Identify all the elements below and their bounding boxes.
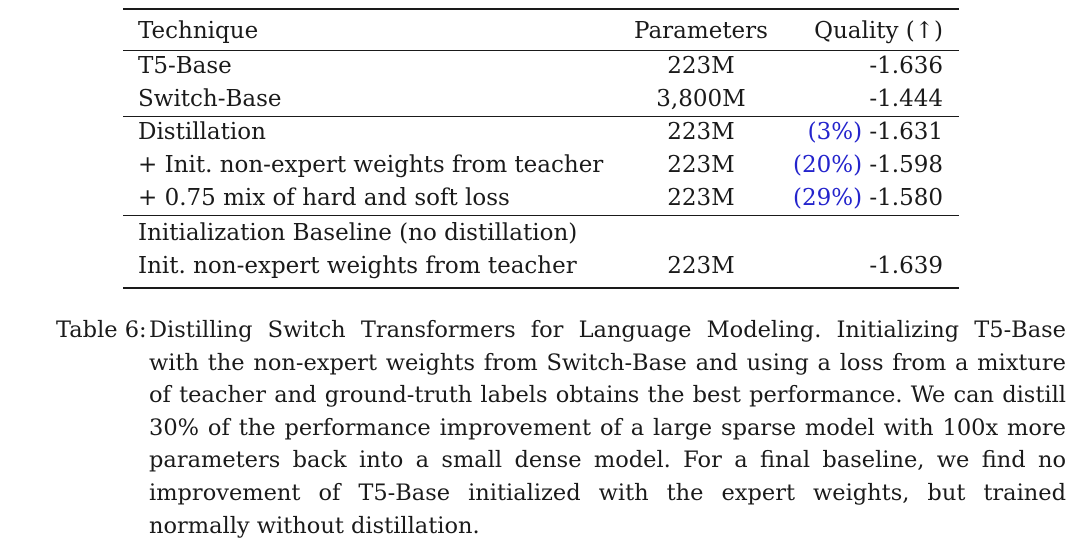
header-quality: Quality (↑)	[814, 18, 943, 44]
table-row	[123, 250, 959, 283]
header-parameters: Parameters	[634, 18, 768, 44]
improvement-percent: (3%)	[807, 119, 863, 145]
header-technique: Technique	[138, 18, 259, 44]
quality-value: -1.444	[869, 86, 943, 112]
improvement-percent: (20%)	[792, 152, 863, 178]
quality-cell	[793, 182, 943, 215]
quality-cell	[808, 116, 943, 149]
quality-value: -1.580	[869, 185, 943, 211]
table-row	[123, 50, 959, 83]
table-row	[123, 217, 959, 250]
table-row	[123, 116, 959, 149]
technique-cell: Initialization Baseline (no distillation)	[138, 220, 578, 246]
technique-cell: + 0.75 mix of hard and soft loss	[138, 185, 510, 211]
table-caption	[56, 314, 1066, 542]
table-row	[123, 182, 959, 215]
parameters-cell: 223M	[667, 53, 735, 79]
parameters-cell: 223M	[667, 152, 735, 178]
table-row	[123, 149, 959, 182]
bottom-rule	[123, 287, 959, 289]
parameters-cell: 3,800M	[656, 86, 746, 112]
caption-label: Table 6:	[56, 317, 147, 343]
group-rule	[123, 215, 959, 216]
quality-value: -1.598	[869, 152, 943, 178]
technique-cell: Distillation	[138, 119, 266, 145]
results-table	[123, 0, 959, 292]
parameters-cell: 223M	[667, 119, 735, 145]
technique-cell: T5-Base	[138, 53, 232, 79]
quality-cell	[869, 50, 943, 83]
parameters-cell: 223M	[667, 253, 735, 279]
quality-value: -1.631	[869, 119, 943, 145]
top-rule	[123, 8, 959, 10]
technique-cell: + Init. non-expert weights from teacher	[138, 152, 604, 178]
technique-cell: Switch-Base	[138, 86, 282, 112]
table-header-row	[123, 15, 959, 48]
technique-cell: Init. non-expert weights from teacher	[138, 253, 577, 279]
quality-cell	[869, 83, 943, 116]
quality-cell	[793, 149, 943, 182]
quality-cell	[869, 250, 943, 283]
table-row	[123, 83, 959, 116]
quality-value: -1.636	[869, 53, 943, 79]
caption-text: Distilling Switch Transformers for Language Modeling. Initializing T5-Base with the non-expert weights from Switch-Base and using a loss from a mixture of teacher and ground-truth labels obtains the best performance. We can distill 30% of the performance improvement of a large sparse model with 100x more parameters back into a small dense model. For a final baseline, we find no improvement of T5-Base initialized with the expert weights, but trained normally without distillation.	[149, 317, 1066, 539]
parameters-cell: 223M	[667, 185, 735, 211]
quality-value: -1.639	[869, 253, 943, 279]
improvement-percent: (29%)	[792, 185, 863, 211]
